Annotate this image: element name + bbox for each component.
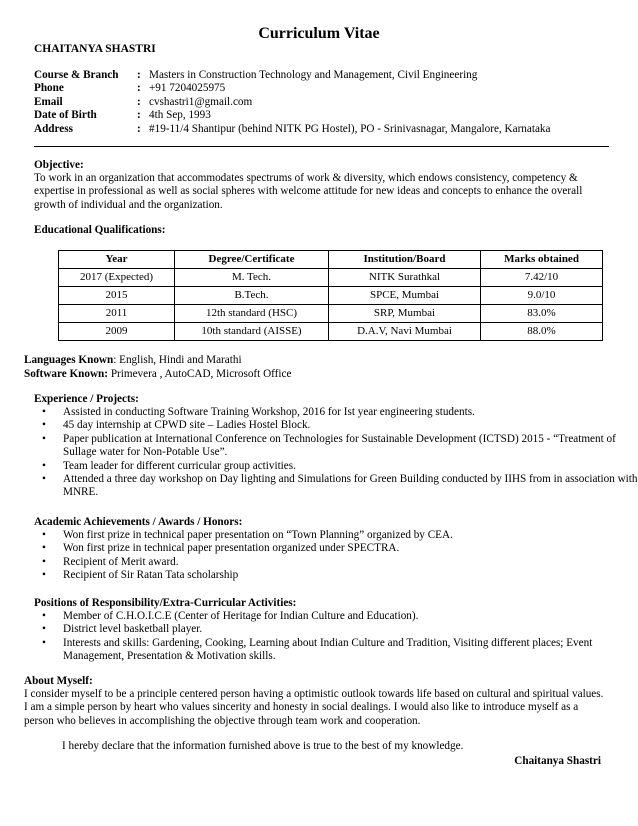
- achievements-heading: Academic Achievements / Awards / Honors:: [34, 516, 243, 528]
- languages-value: English, Hindi and Marathi: [119, 354, 242, 366]
- languages-known: Languages Known: English, Hindi and Marathi: [24, 354, 242, 366]
- table-row: [59, 323, 603, 341]
- info-label: Course & Branch: [34, 69, 119, 81]
- info-row-phone: [34, 82, 609, 95]
- software-label: Software Known:: [24, 368, 109, 380]
- achievements-list: [34, 529, 638, 583]
- education-heading: Educational Qualifications:: [34, 224, 166, 236]
- about-heading: About Myself:: [24, 675, 93, 687]
- info-value: Masters in Construction Technology and Management, Civil Engineering: [149, 69, 478, 81]
- about-text: I consider myself to be a principle centered person having a optimistic outlook towards life based on cultural and spiritual values. I am a simple person by heart who values sincerity and honesty in social dealings. I would also like to introduce myself as a person who believes in accomplishing the objective through team work and cooperation.: [24, 688, 604, 727]
- list-item: • Recipient of Merit award.: [63, 556, 638, 569]
- list-item: • Won first prize in technical paper presentation on “Town Planning” organized by CEA.: [63, 529, 638, 542]
- personal-info: [34, 69, 609, 136]
- table-cell: 83.0%: [481, 305, 603, 323]
- table-cell: 10th standard (AISSE): [175, 323, 329, 341]
- column-header: Year: [59, 251, 175, 269]
- table-cell: NITK Surathkal: [329, 269, 481, 287]
- info-label: Address: [34, 122, 73, 135]
- info-value: +91 7204025975: [149, 82, 226, 95]
- table-cell: SRP, Mumbai: [329, 305, 481, 323]
- column-header: Degree/Certificate: [175, 251, 329, 269]
- table-cell: M. Tech.: [175, 269, 329, 287]
- table-cell: 2011: [59, 305, 175, 323]
- signature-name: Chaitanya Shastri: [514, 755, 601, 767]
- table-row: [59, 287, 603, 305]
- objective-heading: Objective:: [34, 159, 84, 171]
- info-value: cvshastri1@gmail.com: [149, 95, 253, 108]
- column-header: Institution/Board: [329, 251, 481, 269]
- column-header: Marks obtained: [481, 251, 603, 269]
- info-label: Email: [34, 95, 63, 108]
- table-cell: 2009: [59, 323, 175, 341]
- info-colon: :: [137, 82, 141, 95]
- document-title: Curriculum Vitae: [258, 25, 380, 42]
- table-cell: D.A.V, Navi Mumbai: [329, 323, 481, 341]
- languages-label: Languages Known: [24, 354, 114, 366]
- list-item: • Recipient of Sir Ratan Tata scholarship: [63, 569, 638, 582]
- table-cell: 9.0/10: [481, 287, 603, 305]
- info-value: 4th Sep, 1993: [149, 109, 211, 122]
- table-row: [59, 305, 603, 323]
- list-item: • Member of C.H.O.I.C.E (Center of Heritage for Indian Culture and Education).: [63, 610, 638, 623]
- education-table: [58, 250, 603, 341]
- list-item: • Interests and skills: Gardening, Cooking, Learning about Indian Culture and Tradition, Visiting different places; Event Management, Presentation & Motivation skills.: [63, 637, 638, 664]
- positions-list: [34, 610, 638, 664]
- list-item: • Team leader for different curricular group activities.: [63, 460, 638, 473]
- info-label: Phone: [34, 82, 64, 95]
- info-row-address: [34, 123, 609, 136]
- info-colon: :: [137, 109, 141, 122]
- list-item: • Won first prize in technical paper presentation organized under SPECTRA.: [63, 542, 638, 555]
- table-row: [59, 269, 603, 287]
- positions-heading: Positions of Responsibility/Extra-Curricular Activities:: [34, 597, 297, 609]
- table-cell: 7.42/10: [481, 269, 603, 287]
- list-item: • Paper publication at International Conference on Technologies for Sustainable Development (ICTSD) 2015 - “Treatment of Sullage water for Non-Potable Use”.: [63, 433, 638, 460]
- info-colon: :: [137, 122, 141, 135]
- candidate-name: CHAITANYA SHASTRI: [34, 43, 156, 55]
- declaration: I hereby declare that the information furnished above is true to the best of my knowledge.: [62, 740, 464, 752]
- info-row-course: [34, 69, 609, 82]
- info-colon: :: [137, 95, 141, 108]
- table-cell: 2017 (Expected): [59, 269, 175, 287]
- software-known: [24, 368, 291, 381]
- divider: [34, 146, 609, 147]
- table-cell: 88.0%: [481, 323, 603, 341]
- list-item: • District level basketball player.: [63, 623, 638, 636]
- software-value: Primevera , AutoCAD, Microsoft Office: [110, 368, 292, 380]
- table-cell: 2015: [59, 287, 175, 305]
- list-item: • 45 day internship at CPWD site – Ladies Hostel Block.: [63, 419, 638, 432]
- info-row-email: [34, 96, 609, 109]
- info-value: #19-11/4 Shantipur (behind NITK PG Hostel), PO - Srinivasnagar, Mangalore, Karnataka: [149, 122, 551, 135]
- experience-heading: Experience / Projects:: [34, 393, 139, 405]
- table-cell: 12th standard (HSC): [175, 305, 329, 323]
- table-cell: SPCE, Mumbai: [329, 287, 481, 305]
- table-header-row: [59, 251, 603, 269]
- info-label: Date of Birth: [34, 109, 97, 122]
- experience-list: [34, 406, 638, 500]
- info-colon: :: [137, 69, 141, 81]
- info-row-dob: [34, 109, 609, 122]
- list-item: • Assisted in conducting Software Training Workshop, 2016 for Ist year engineering students.: [63, 406, 638, 419]
- table-cell: B.Tech.: [175, 287, 329, 305]
- list-item: • Attended a three day workshop on Day lighting and Simulations for Green Building conducted by IIHS from in association with MNRE.: [63, 473, 638, 500]
- objective-text: To work in an organization that accommodates spectrums of work & diversity, which endows consistency, competency & expertise in professional as well as social spheres with welcome attitude for new ideas and concepts to enhance the overall growth of individual and the organization.: [34, 172, 583, 211]
